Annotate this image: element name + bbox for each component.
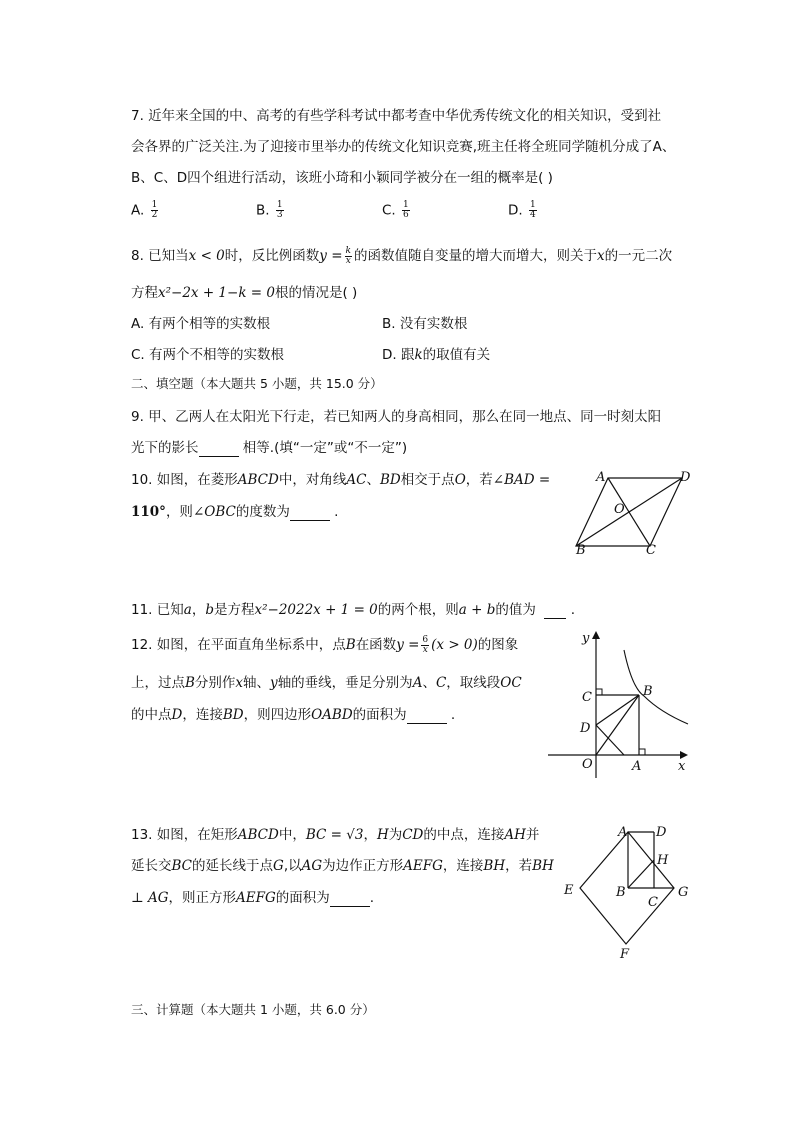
q8-line-1: 8. 已知当x < 0时，反比例函数y = $\frac{k}{x}$ 的函数值随自变量的增大而增大，则关于x的一元二次 [131,245,673,266]
fraction: $\frac{1}{2}$ [151,200,158,220]
square-figure [560,822,700,962]
label-d: D [680,470,691,485]
answer-blank[interactable] [330,890,370,907]
q13-line-1: 13. 如图，在矩形ABCD中，BC = √3，H为CD的中点，连接AH并 [131,827,540,843]
label-b: B [576,543,586,558]
q7-option-a[interactable]: A. $\frac{1}{2}$ [131,200,158,220]
label-f: F [620,947,630,962]
q8-option-b[interactable]: B. 没有实数根 [382,316,468,332]
q7-option-c[interactable]: C. $\frac{1}{6}$ [382,200,409,220]
q7-line-1: 7. 近年来全国的中、高考的有些学科考试中都考查中华优秀传统文化的相关知识，受到社 [131,108,662,124]
label-e: E [564,883,574,898]
answer-blank[interactable] [290,504,330,521]
label-o: O [582,757,593,772]
q7-line-2: 会各界的广泛关注.为了迎接市里举办的传统文化知识竞赛,班主任将全班同学随机分成了A、 [131,139,676,155]
q7-option-d[interactable]: D. $\frac{1}{4}$ [508,200,536,220]
label-g: G [678,885,689,900]
label-a: A [618,825,628,840]
label-a: A [596,470,606,485]
q9-line-1: 9. 甲、乙两人在太阳光下行走，若已知两人的身高相同，那么在同一地点、同一时刻太阳 [131,409,662,425]
q8-option-c[interactable]: C. 有两个不相等的实数根 [131,347,285,363]
label-b: B [616,885,626,900]
q8-option-a[interactable]: A. 有两个相等的实数根 [131,316,271,332]
answer-blank[interactable] [544,602,566,619]
label-c: C [646,543,656,558]
q10-line-1: 10. 如图，在菱形ABCD中，对角线AC、BD相交于点O，若∠BAD = [131,472,551,488]
fraction: $\frac{1}{6}$ [403,200,409,220]
label-b: B [643,684,653,699]
rhombus-figure [570,466,700,561]
coordinate-figure [548,628,694,778]
label-c: C [648,895,658,910]
answer-blank[interactable] [199,440,239,457]
q13-line-2: 延长交BC的延长线于点G,以AG为边作正方形AEFG，连接BH，若BH [131,858,554,874]
q11-line: 11. 已知a，b是方程x²−2022x + 1 = 0的两个根，则a + b的值为 . [131,602,576,618]
label-x-axis: x [678,759,686,774]
section-header-fill-in: 二、填空题（本大题共 5 小题，共 15.0 分） [131,376,383,391]
label-c: C [582,690,592,705]
label-h: H [657,853,669,868]
fraction: $\frac{1}{4}$ [529,200,536,220]
label-y-axis: y [582,631,590,646]
q10-line-2: 110°，则∠OBC的度数为 . [131,504,339,520]
label-d: D [580,721,591,736]
q8-option-d[interactable]: D. 跟k的取值有关 [382,347,491,363]
label-d: D [656,825,667,840]
q7-option-b[interactable]: B. $\frac{1}{3}$ [256,200,283,220]
q9-line-2: 光下的影长 相等.(填“一定”或“不一定”) [131,440,408,456]
section-header-calculation: 三、计算题（本大题共 1 小题，共 6.0 分） [131,1002,375,1017]
q12-line-3: 的中点D，连接BD，则四边形OABD的面积为 . [131,707,456,723]
answer-blank[interactable] [407,707,447,724]
q12-line-1: 12. 如图，在平面直角坐标系中，点B在函数y = $\frac{6}{x}$ (x > 0)的图象 [131,634,519,655]
q8-line-2: 方程x²−2x + 1−k = 0根的情况是( ) [131,285,358,301]
q13-line-3: ⊥ AG，则正方形AEFG的面积为 . [131,890,375,906]
q7-line-3: B、C、D四个组进行活动，该班小琦和小颖同学被分在一组的概率是( ) [131,170,553,186]
label-a: A [632,759,642,774]
label-o: O [614,502,625,517]
fraction: $\frac{1}{3}$ [276,200,283,220]
q12-line-2: 上，过点B分别作x轴、y轴的垂线，垂足分别为A、C，取线段OC [131,675,522,691]
